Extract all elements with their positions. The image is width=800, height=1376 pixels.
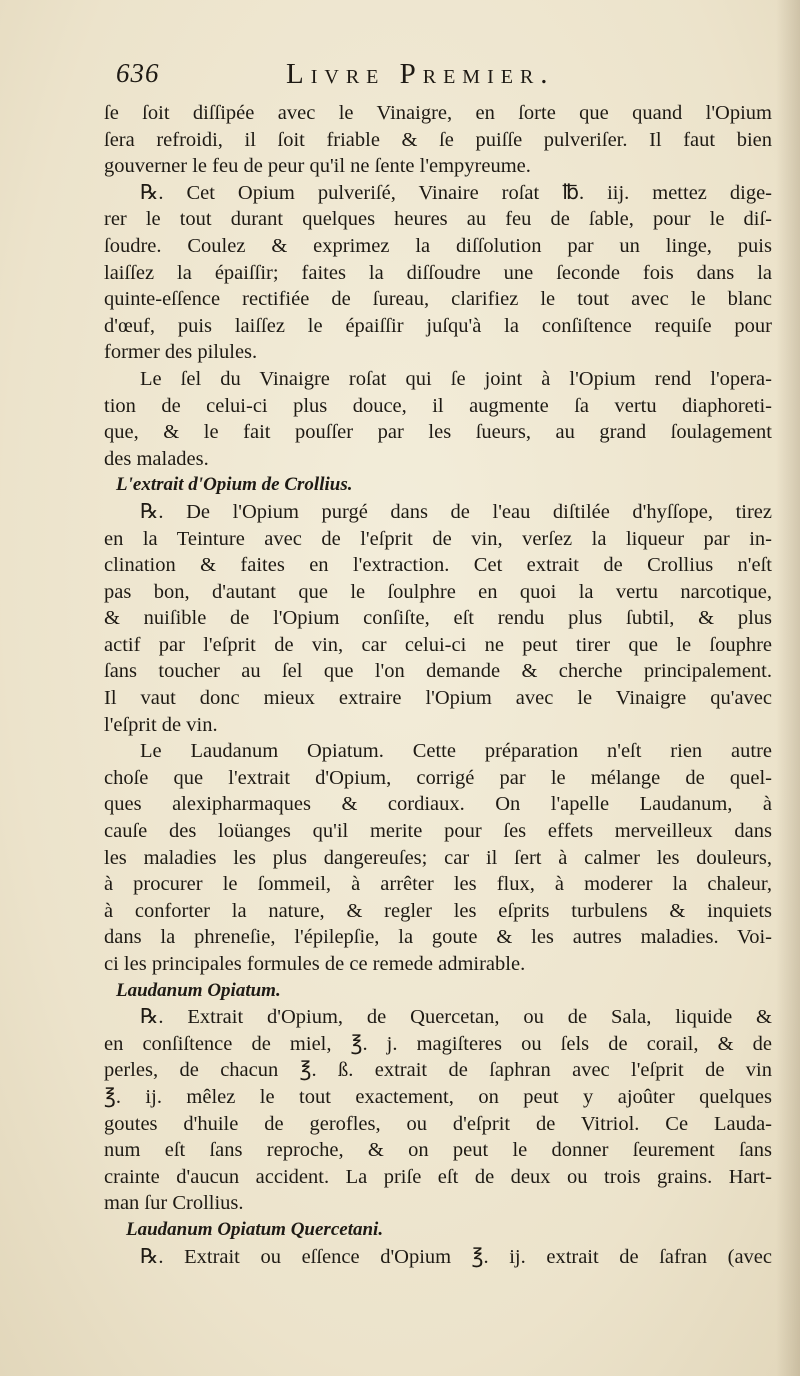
text-line: clination & faites en l'extraction. Cet extrait de Crollius n'eſt: [104, 554, 772, 577]
text-line: ques alexipharmaques & cordiaux. On l'apelle Laudanum, à: [104, 793, 772, 816]
text-line: pas bon, d'autant que le ſoulphre en quoi la vertu narcotique,: [104, 580, 772, 603]
text-line: ℞. Extrait d'Opium, de Quercetan, ou de Sala, liquide &: [140, 1006, 772, 1029]
text-line: des malades.: [104, 447, 209, 470]
text-line: former des pilules.: [104, 341, 258, 364]
text-line: ſe ſoit diſſipée avec le Vinaigre, en ſorte que quand l'Opium: [104, 102, 772, 124]
text-line: choſe que l'extrait d'Opium, corrigé par le mélange de quel-: [104, 766, 772, 789]
text-line: Le Laudanum Opiatum. Cette préparation n'eſt rien autre: [140, 740, 772, 763]
text-line: d'œuf, puis laiſſez le épaiſſir juſqu'à la conſiſtence requiſe pour: [104, 314, 772, 337]
text-line: ſoudre. Coulez & exprimez la diſſolution par un linge, puis: [104, 234, 772, 257]
page-edge-shadow: [776, 0, 800, 1376]
text-line: Il vaut donc mieux extraire l'Opium avec le Vinaigre qu'avec: [104, 687, 772, 710]
text-line: ſans toucher au ſel que l'on demande & cherche principalement.: [104, 660, 772, 683]
page-header: [116, 58, 776, 98]
section-heading: L'extrait d'Opium de Crollius.: [116, 474, 353, 496]
text-line: ſera refroidi, il ſoit friable & ſe puiſſe pulveriſer. Il faut bien: [104, 128, 772, 151]
text-line: que, & le fait pouſſer par les ſueurs, au grand ſoulagement: [104, 421, 772, 444]
text-line: rer le tout durant quelques heures au feu de ſable, pour le diſ-: [104, 208, 772, 231]
text-line: ℞. Extrait ou eſſence d'Opium ℥. ij. extrait de ſafran (avec: [140, 1245, 772, 1268]
text-line: ci les principales formules de ce remede admirable.: [104, 953, 526, 975]
text-line: tion de celui-ci plus douce, il augmente ſa vertu diaphoreti-: [104, 394, 772, 417]
text-line: en la Teinture avec de l'eſprit de vin, verſez la liqueur par in-: [104, 527, 772, 550]
text-line: crainte d'aucun accident. La priſe eſt de deux ou trois grains. Hart-: [104, 1165, 772, 1188]
text-line: à procurer le ſommeil, à arrêter les flux, à moderer la chaleur,: [104, 873, 772, 896]
text-line: ℞. De l'Opium purgé dans de l'eau diſtilée d'hyſſope, tirez: [140, 500, 772, 523]
text-line: perles, de chacun ℥. ß. extrait de ſaphran avec l'eſprit de vin: [104, 1059, 772, 1082]
text-line: Le ſel du Vinaigre roſat qui ſe joint à l'Opium rend l'opera-: [140, 367, 772, 390]
text-line: cauſe des loüanges qu'il merite pour ſes effets merveilleux dans: [104, 820, 772, 843]
text-line: les maladies les plus dangereuſes; car il ſert à calmer les douleurs,: [104, 846, 772, 869]
text-line: quinte-eſſence rectifiée de ſureau, clarifiez le tout avec le blanc: [104, 288, 772, 311]
text-line: laiſſez la épaiſſir; faites la diſſoudre une ſeconde fois dans la: [104, 261, 772, 284]
running-head: Livre Premier.: [286, 58, 555, 90]
text-line: ℞. Cet Opium pulveriſé, Vinaire roſat ℔. iij. mettez dige-: [140, 181, 772, 204]
text-line: goutes d'huile de gerofles, ou d'eſprit de Vitriol. Ce Lauda-: [104, 1112, 772, 1135]
text-line: & nuiſible de l'Opium conſiſte, eſt rendu plus ſubtil, & plus: [104, 607, 772, 630]
text-line: man ſur Crollius.: [104, 1192, 244, 1215]
text-line: ℥. ij. mêlez le tout exactement, on peut y ajoûter quelques: [104, 1085, 772, 1108]
text-line: l'eſprit de vin.: [104, 713, 218, 736]
text-line: actif par l'eſprit de vin, car celui-ci ne peut tirer que le ſouphre: [104, 633, 772, 656]
text-line: dans la phreneſie, l'épilepſie, la goute & les autres maladies. Voi-: [104, 926, 772, 949]
section-heading: Laudanum Opiatum.: [116, 979, 281, 1001]
text-line: gouverner le feu de peur qu'il ne ſente l'empyreume.: [104, 155, 531, 178]
section-heading: Laudanum Opiatum Quercetani.: [126, 1218, 384, 1240]
text-line: à conforter la nature, & regler les eſprits turbulens & inquiets: [104, 899, 772, 922]
text-line: en conſiſtence de miel, ℥. j. magiſteres ou ſels de corail, & de: [104, 1032, 772, 1055]
body-text: [104, 100, 772, 1270]
page-number: 636: [116, 58, 160, 88]
text-line: num eſt ſans reproche, & on peut le donner ſeurement ſans: [104, 1139, 772, 1162]
